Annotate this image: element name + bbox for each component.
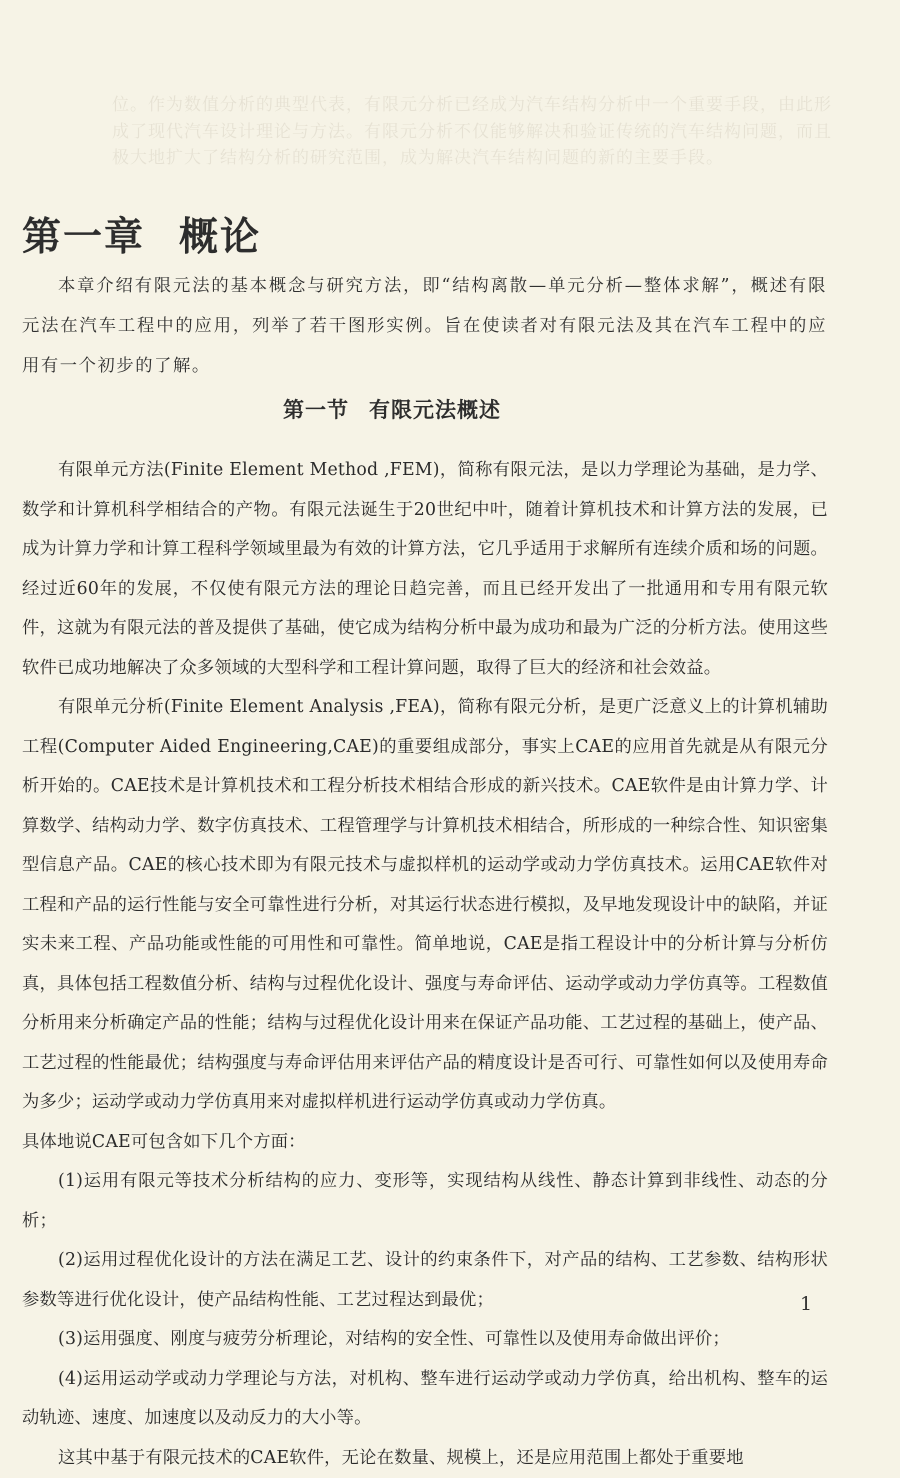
bleed-through-text: 位。作为数值分析的典型代表，有限元分析已经成为汽车结构分析中一个重要手段，由此形成了现代汽车设计理论与方法。有限元分析不仅能够解决和验证传统的汽车结构问题，而且极大地扩大了结构分析的研究范围，成为解决汽车结构问题的新的主要手段。 — [112, 92, 832, 172]
chapter-number: 第一章 — [22, 215, 145, 260]
list-item-2: (2)运用过程优化设计的方法在满足工艺、设计的约束条件下，对产品的结构、工艺参数、结构形状参数等进行优化设计，使产品结构性能、工艺过程达到最优； — [22, 1241, 828, 1320]
section-name: 有限元法概述 — [369, 398, 501, 422]
chapter-title — [22, 206, 261, 262]
section-title — [283, 394, 501, 424]
list-item-1: (1)运用有限元等技术分析结构的应力、变形等，实现结构从线性、静态计算到非线性、动态的分析； — [22, 1162, 828, 1241]
list-item-3: (3)运用强度、刚度与疲劳分析理论，对结构的安全性、可靠性以及使用寿命做出评价； — [22, 1320, 828, 1360]
paragraph-cae-aspects-lead: 具体地说CAE可包含如下几个方面： — [22, 1123, 828, 1163]
chapter-name: 概论 — [179, 215, 261, 260]
page-number: 1 — [800, 1293, 812, 1315]
paragraph-fea-cae: 有限单元分析(Finite Element Analysis ,FEA)，简称有限元分析，是更广泛意义上的计算机辅助工程(Computer Aided Engineering,CAE)的重要组成部分，事实上CAE的应用首先就是从有限元分析开始的。CAE技术是计算机技术和工程分析技术相结合形成的新兴技术。CAE软件是由计算力学、计算数学、结构动力学、数字仿真技术、工程管理学与计算机技术相结合，所形成的一种综合性、知识密集型信息产品。CAE的核心技术即为有限元技术与虚拟样机的运动学或动力学仿真技术。运用CAE软件对工程和产品的运行性能与安全可靠性进行分析，对其运行状态进行模拟，及早地发现设计中的缺陷，并证实未来工程、产品功能或性能的可用性和可靠性。简单地说，CAE是指工程设计中的分析计算与分析仿真，具体包括工程数值分析、结构与过程优化设计、强度与寿命评估、运动学或动力学仿真等。工程数值分析用来分析确定产品的性能；结构与过程优化设计用来在保证产品功能、工艺过程的基础上，使产品、工艺过程的性能最优；结构强度与寿命评估用来评估产品的精度设计是否可行、可靠性如何以及使用寿命为多少；运动学或动力学仿真用来对虚拟样机进行运动学仿真或动力学仿真。 — [22, 688, 828, 1123]
list-item-4: (4)运用运动学或动力学理论与方法，对机构、整车进行运动学或动力学仿真，给出机构、整车的运动轨迹、速度、加速度以及动反力的大小等。 — [22, 1360, 828, 1439]
paragraph-fem: 有限单元方法(Finite Element Method ,FEM)，简称有限元法，是以力学理论为基础，是力学、数学和计算机科学相结合的产物。有限元法诞生于20世纪中叶，随着计算机技术和计算方法的发展，已成为计算力学和计算工程科学领域里最为有效的计算方法，它几乎适用于求解所有连续介质和场的问题。经过近60年的发展，不仅使有限元方法的理论日趋完善，而且已经开发出了一批通用和专用有限元软件，这就为有限元法的普及提供了基础，使它成为结构分析中最为成功和最为广泛的分析方法。使用这些软件已成功地解决了众多领域的大型科学和工程计算问题，取得了巨大的经济和社会效益。 — [22, 451, 828, 688]
section-number: 第一节 — [283, 398, 349, 422]
chapter-intro: 本章介绍有限元法的基本概念与研究方法，即“结构离散—单元分析—整体求解”，概述有限元法在汽车工程中的应用，列举了若干图形实例。旨在使读者对有限元法及其在汽车工程中的应用有一个初步的了解。 — [22, 266, 827, 386]
section-body — [22, 451, 828, 1478]
paragraph-continued: 这其中基于有限元技术的CAE软件，无论在数量、规模上，还是应用范围上都处于重要地 — [22, 1439, 828, 1478]
